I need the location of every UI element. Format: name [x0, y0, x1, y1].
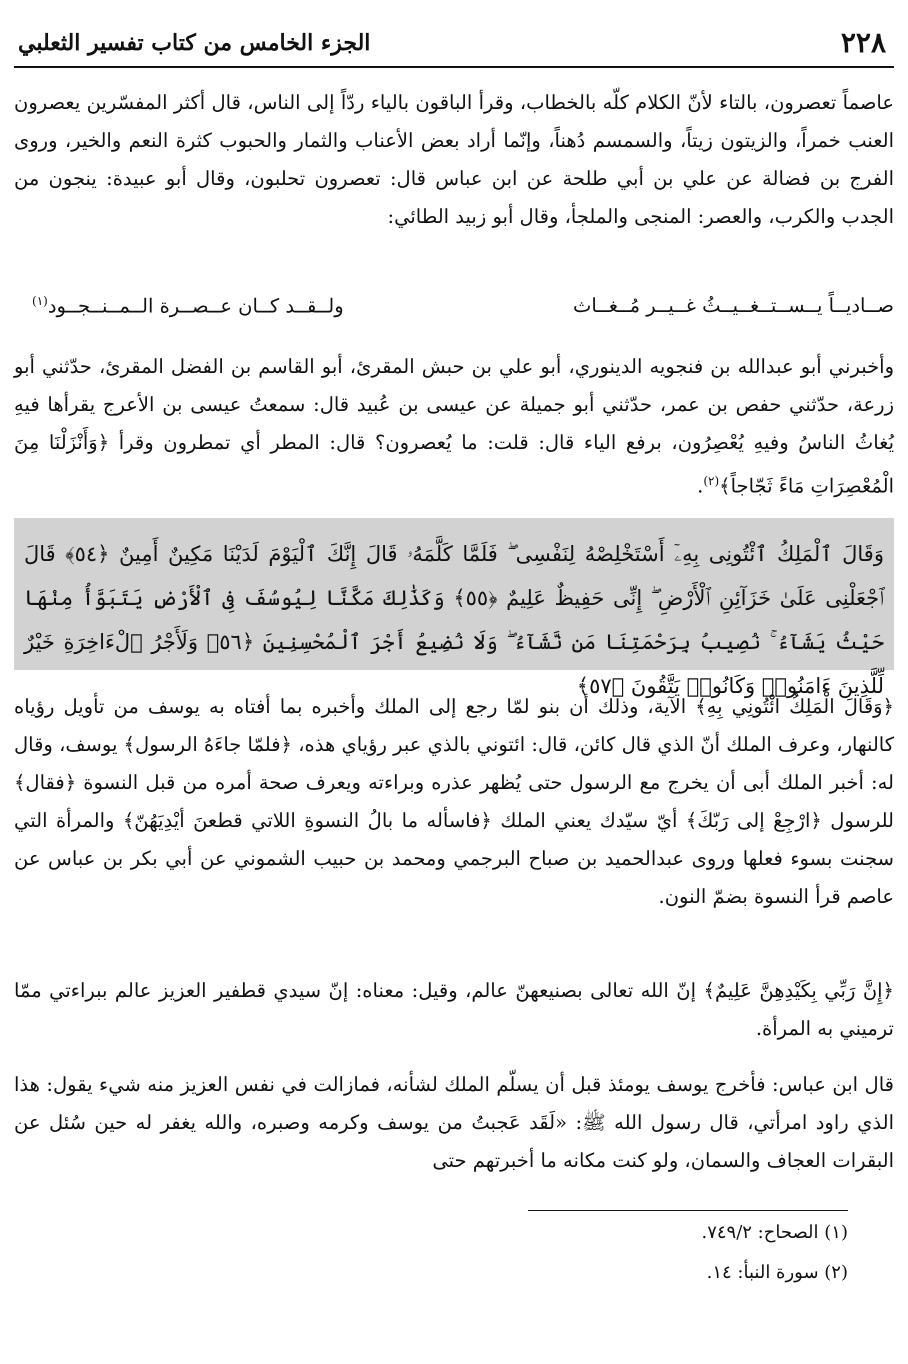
verse-left-hemistich: [32, 294, 344, 318]
running-title: الجزء الخامس من كتاب تفسير الثعلبي: [18, 30, 371, 56]
footnote-ref-2: (٢): [703, 474, 720, 488]
footnote-2: (٢) سورة النبأ: ١٤.: [706, 1262, 848, 1283]
page-number: ٢٢٨: [840, 26, 886, 59]
paragraph-3: ﴿وَقَالَ الْمَلِكُ ائْتُونِي بِهِ﴾ الآية، وذلك أن بنو لمّا رجع إلى الملك وأخبره بما أفتاه به يوسف من تأويل رؤياه كالنهار، وعرف الملك أنّ الذي قال كائن، قال: ائتوني بالذي عبر رؤياي هذه، ﴿فلمّا جاءَهُ الرسول﴾ يوسف، وقال له: أخبر الملك أبى أن يخرج مع الرسول حتى يُظهر عذره وبراءته ويعرف صحة أمره من قبل النسوة ﴿فقال﴾ للرسول ﴿ارْجِعْ إلى رَبّكَ﴾ أيّ سيّدك يعني الملك ﴿فاسأله ما بالُ النسوةِ اللاتي قطعنَ أيْدِيَهُنّ﴾ والمرأة التي سجنت بسوء فعلها وروى عبدالحميد بن صباح البرجمي ومحمد بن حبيب الشموني عن أبي بكر بن عباس عن عاصم قرأ النسوة بضمّ النون.: [14, 695, 894, 908]
paragraph-2-text: وأخبرني أبو عبدالله بن فنجويه الدينوري، أبو علي بن حبش المقرئ، أبو القاسم بن الفضل المقرئ، حدّثني أبو زرعة، حدّثني حفص بن عمر، حدّثني أبو جميلة عن عيسى بن عُبيد قال: سمعتُ عيسى بن الأعرج يقرأها فيهِ يُغاثُ الناسُ وفيهِ يُعْصِرُون، برفع الياء قال: قلت: ما يُعصرون؟ قال: المطر أي تمطرون وقرأ ﴿وَأَنْزَلْنَا مِنَ الْمُعْصِرَاتِ مَاءً ثَجّاجاً﴾: [14, 355, 894, 498]
paragraph-2-end: .: [697, 474, 704, 498]
paragraph-2: [14, 348, 894, 506]
page-header: [14, 24, 894, 68]
verse-right-hemistich: صــاديــاً يــســتــغــيــثُ غــيــر مُــغــاث: [573, 294, 894, 317]
verse-left-text: ولــقــد كــان عــصــرة الــمــنــجــود: [47, 294, 344, 318]
paragraph-5: قال ابن عباس: فأخرج يوسف يومئذ قبل أن يسلّم الملك لشأنه، فمازالت في نفس العزيز منه شيء يقول: هذا الذي راود امرأتي، قال رسول الله ﷺ: «لَقَد عَجبتُ من يوسف وكرمه وصبره، والله يغفر له حين سُئل عن البقرات العجاف والسمان، ولو كنت مكانه ما أخبرتهم حتى: [14, 1073, 894, 1172]
footnote-1: (١) الصحاح: ٧٤٩/٢.: [701, 1222, 848, 1243]
paragraph-1: عاصماً تعصرون، بالتاء لأنّ الكلام كلّه بالخطاب، وقرأ الباقون بالياء ردّاً إلى الناس، قال أكثر المفسّرين يعصرون العنب خمراً، والزيتون زيتاً، والسمسم دُهناً، وإنّما أراد بعض الأعناب والثمار والحبوب كثرة النعم والخير، وروى الفرج بن فضالة عن علي بن أبي طلحة عن ابن عباس قال: تعصرون تحلبون، وقال أبو عبيدة: ينجون من الجدب والكرب، والعصر: المنجى والملجأ، وقال أبو زبيد الطائي:: [14, 91, 894, 228]
paragraph-4: ﴿إِنَّ رَبِّي بِكَيْدِهِنَّ عَلِيمٌ﴾ إنّ الله تعالى بصنيعهنّ عالم، وقيل: معناه: إنّ سيدي قطفير العزيز عالم ببراءتي ممّا ترميني به المرأة.: [14, 979, 894, 1040]
poetry-verse: [14, 290, 894, 330]
quran-verses-block: وَقَالَ ٱلْمَلِكُ ٱئْتُونِى بِهِۦٓ أَسْتَخْلِصْهُ لِنَفْسِى ۖ فَلَمَّا كَلَّمَهُۥ قَالَ إِنَّكَ ٱلْيَوْمَ لَدَيْنَا مَكِينٌ أَمِينٌ ﴿٥٤﴾ قَالَ ٱجْعَلْنِى عَلَىٰ خَزَآئِنِ ٱلْأَرْضِ ۖ إِنِّى حَفِيظٌ عَلِيمٌ ﴿٥٥﴾ وَكَذَٰلِكَ مَكَّنَّا لِيُوسُفَ فِى ٱلْأَرْضِ يَتَبَوَّأُ مِنْهَا حَيْثُ يَشَآءُ ۚ نُصِيبُ بِرَحْمَتِنَا مَن نَّشَآءُ ۖ وَلَا نُضِيعُ أَجْرَ ٱلْمُحْسِنِينَ ﴿٥٦﴾ وَلَأَجْرُ ٱلْءَاخِرَةِ خَيْرٌ لِّلَّذِينَ ءَامَنُوا۟ وَكَانُوا۟ يَتَّقُونَ ﴿٥٧﴾: [14, 518, 894, 670]
footnote-divider: [528, 1210, 848, 1211]
footnote-ref-1: (١): [32, 294, 48, 308]
